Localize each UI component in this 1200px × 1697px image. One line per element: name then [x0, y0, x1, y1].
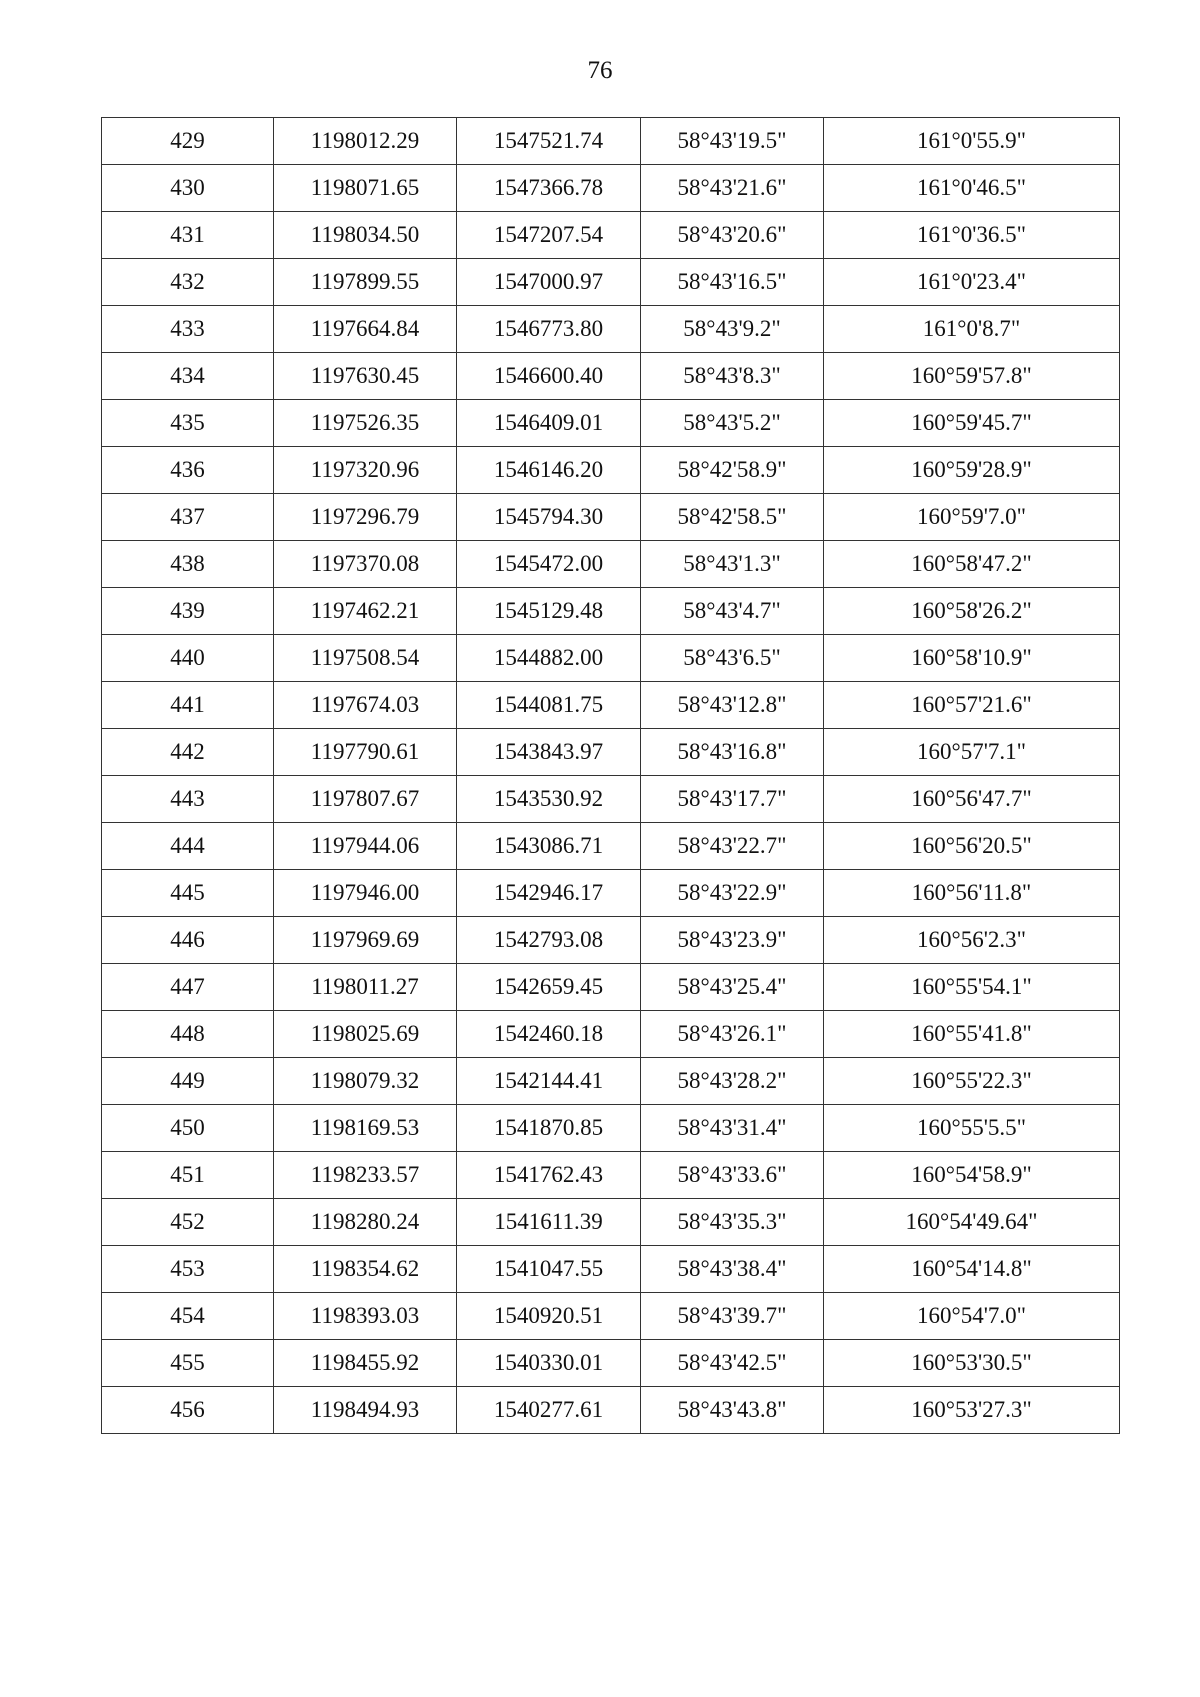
latitude-cell: 58°43'21.6"	[641, 165, 824, 212]
latitude-cell: 58°43'25.4"	[641, 964, 824, 1011]
table-row	[102, 1340, 1120, 1387]
point-number-cell: 432	[102, 259, 274, 306]
latitude-cell: 58°43'39.7"	[641, 1293, 824, 1340]
longitude-cell: 160°56'20.5"	[824, 823, 1120, 870]
latitude-cell: 58°43'8.3"	[641, 353, 824, 400]
longitude-cell: 160°55'41.8"	[824, 1011, 1120, 1058]
x-coordinate-cell: 1197790.61	[274, 729, 457, 776]
table-row	[102, 541, 1120, 588]
table-row	[102, 1246, 1120, 1293]
table-row	[102, 1199, 1120, 1246]
longitude-cell: 160°55'54.1"	[824, 964, 1120, 1011]
table-row	[102, 588, 1120, 635]
latitude-cell: 58°43'26.1"	[641, 1011, 824, 1058]
coordinates-table-body	[102, 118, 1120, 1434]
point-number-cell: 439	[102, 588, 274, 635]
table-row	[102, 1105, 1120, 1152]
table-row	[102, 1387, 1120, 1434]
y-coordinate-cell: 1544081.75	[457, 682, 641, 729]
y-coordinate-cell: 1543086.71	[457, 823, 641, 870]
table-row	[102, 400, 1120, 447]
table-row	[102, 682, 1120, 729]
y-coordinate-cell: 1545129.48	[457, 588, 641, 635]
page-number: 76	[587, 57, 613, 84]
y-coordinate-cell: 1541762.43	[457, 1152, 641, 1199]
point-number-cell: 446	[102, 917, 274, 964]
longitude-cell: 161°0'23.4"	[824, 259, 1120, 306]
latitude-cell: 58°43'35.3"	[641, 1199, 824, 1246]
y-coordinate-cell: 1547366.78	[457, 165, 641, 212]
x-coordinate-cell: 1198034.50	[274, 212, 457, 259]
point-number-cell: 438	[102, 541, 274, 588]
longitude-cell: 160°54'49.64"	[824, 1199, 1120, 1246]
longitude-cell: 160°59'28.9"	[824, 447, 1120, 494]
latitude-cell: 58°43'22.9"	[641, 870, 824, 917]
x-coordinate-cell: 1197899.55	[274, 259, 457, 306]
table-row	[102, 917, 1120, 964]
table-row	[102, 1058, 1120, 1105]
y-coordinate-cell: 1545794.30	[457, 494, 641, 541]
table-row	[102, 964, 1120, 1011]
latitude-cell: 58°43'38.4"	[641, 1246, 824, 1293]
latitude-cell: 58°43'22.7"	[641, 823, 824, 870]
table-row	[102, 165, 1120, 212]
x-coordinate-cell: 1197630.45	[274, 353, 457, 400]
y-coordinate-cell: 1543843.97	[457, 729, 641, 776]
table-row	[102, 494, 1120, 541]
latitude-cell: 58°42'58.5"	[641, 494, 824, 541]
x-coordinate-cell: 1197462.21	[274, 588, 457, 635]
table-row	[102, 259, 1120, 306]
point-number-cell: 445	[102, 870, 274, 917]
x-coordinate-cell: 1197296.79	[274, 494, 457, 541]
longitude-cell: 160°56'47.7"	[824, 776, 1120, 823]
point-number-cell: 437	[102, 494, 274, 541]
point-number-cell: 440	[102, 635, 274, 682]
point-number-cell: 434	[102, 353, 274, 400]
y-coordinate-cell: 1546146.20	[457, 447, 641, 494]
x-coordinate-cell: 1197664.84	[274, 306, 457, 353]
x-coordinate-cell: 1197370.08	[274, 541, 457, 588]
x-coordinate-cell: 1197508.54	[274, 635, 457, 682]
point-number-cell: 443	[102, 776, 274, 823]
x-coordinate-cell: 1198079.32	[274, 1058, 457, 1105]
point-number-cell: 451	[102, 1152, 274, 1199]
y-coordinate-cell: 1541611.39	[457, 1199, 641, 1246]
y-coordinate-cell: 1540277.61	[457, 1387, 641, 1434]
longitude-cell: 161°0'55.9"	[824, 118, 1120, 165]
x-coordinate-cell: 1197807.67	[274, 776, 457, 823]
latitude-cell: 58°43'31.4"	[641, 1105, 824, 1152]
point-number-cell: 454	[102, 1293, 274, 1340]
latitude-cell: 58°43'12.8"	[641, 682, 824, 729]
x-coordinate-cell: 1198455.92	[274, 1340, 457, 1387]
x-coordinate-cell: 1197674.03	[274, 682, 457, 729]
longitude-cell: 160°54'14.8"	[824, 1246, 1120, 1293]
latitude-cell: 58°43'9.2"	[641, 306, 824, 353]
y-coordinate-cell: 1547207.54	[457, 212, 641, 259]
x-coordinate-cell: 1198280.24	[274, 1199, 457, 1246]
table-row	[102, 118, 1120, 165]
x-coordinate-cell: 1197944.06	[274, 823, 457, 870]
longitude-cell: 160°57'7.1"	[824, 729, 1120, 776]
latitude-cell: 58°43'16.8"	[641, 729, 824, 776]
x-coordinate-cell: 1198071.65	[274, 165, 457, 212]
table-row	[102, 729, 1120, 776]
latitude-cell: 58°43'4.7"	[641, 588, 824, 635]
longitude-cell: 161°0'8.7"	[824, 306, 1120, 353]
y-coordinate-cell: 1541047.55	[457, 1246, 641, 1293]
latitude-cell: 58°43'42.5"	[641, 1340, 824, 1387]
y-coordinate-cell: 1547000.97	[457, 259, 641, 306]
latitude-cell: 58°43'1.3"	[641, 541, 824, 588]
longitude-cell: 160°59'7.0"	[824, 494, 1120, 541]
longitude-cell: 160°56'2.3"	[824, 917, 1120, 964]
y-coordinate-cell: 1542659.45	[457, 964, 641, 1011]
y-coordinate-cell: 1546600.40	[457, 353, 641, 400]
point-number-cell: 455	[102, 1340, 274, 1387]
point-number-cell: 433	[102, 306, 274, 353]
x-coordinate-cell: 1198012.29	[274, 118, 457, 165]
x-coordinate-cell: 1198393.03	[274, 1293, 457, 1340]
y-coordinate-cell: 1542460.18	[457, 1011, 641, 1058]
latitude-cell: 58°43'33.6"	[641, 1152, 824, 1199]
point-number-cell: 450	[102, 1105, 274, 1152]
point-number-cell: 444	[102, 823, 274, 870]
longitude-cell: 161°0'46.5"	[824, 165, 1120, 212]
latitude-cell: 58°43'16.5"	[641, 259, 824, 306]
point-number-cell: 431	[102, 212, 274, 259]
longitude-cell: 160°55'5.5"	[824, 1105, 1120, 1152]
y-coordinate-cell: 1540330.01	[457, 1340, 641, 1387]
table-row	[102, 212, 1120, 259]
y-coordinate-cell: 1547521.74	[457, 118, 641, 165]
longitude-cell: 160°56'11.8"	[824, 870, 1120, 917]
y-coordinate-cell: 1541870.85	[457, 1105, 641, 1152]
x-coordinate-cell: 1198354.62	[274, 1246, 457, 1293]
point-number-cell: 435	[102, 400, 274, 447]
y-coordinate-cell: 1544882.00	[457, 635, 641, 682]
longitude-cell: 160°57'21.6"	[824, 682, 1120, 729]
x-coordinate-cell: 1197526.35	[274, 400, 457, 447]
y-coordinate-cell: 1540920.51	[457, 1293, 641, 1340]
y-coordinate-cell: 1545472.00	[457, 541, 641, 588]
latitude-cell: 58°43'23.9"	[641, 917, 824, 964]
longitude-cell: 160°58'10.9"	[824, 635, 1120, 682]
longitude-cell: 160°53'27.3"	[824, 1387, 1120, 1434]
table-row	[102, 1011, 1120, 1058]
table-row	[102, 1293, 1120, 1340]
x-coordinate-cell: 1198025.69	[274, 1011, 457, 1058]
table-row	[102, 306, 1120, 353]
point-number-cell: 430	[102, 165, 274, 212]
point-number-cell: 436	[102, 447, 274, 494]
longitude-cell: 160°59'45.7"	[824, 400, 1120, 447]
table-row	[102, 870, 1120, 917]
table-row	[102, 1152, 1120, 1199]
longitude-cell: 161°0'36.5"	[824, 212, 1120, 259]
longitude-cell: 160°54'7.0"	[824, 1293, 1120, 1340]
longitude-cell: 160°59'57.8"	[824, 353, 1120, 400]
point-number-cell: 453	[102, 1246, 274, 1293]
latitude-cell: 58°43'43.8"	[641, 1387, 824, 1434]
x-coordinate-cell: 1198011.27	[274, 964, 457, 1011]
longitude-cell: 160°53'30.5"	[824, 1340, 1120, 1387]
point-number-cell: 449	[102, 1058, 274, 1105]
point-number-cell: 447	[102, 964, 274, 1011]
latitude-cell: 58°43'28.2"	[641, 1058, 824, 1105]
longitude-cell: 160°54'58.9"	[824, 1152, 1120, 1199]
x-coordinate-cell: 1198494.93	[274, 1387, 457, 1434]
point-number-cell: 448	[102, 1011, 274, 1058]
coordinates-table	[101, 117, 1120, 1434]
table-row	[102, 635, 1120, 682]
latitude-cell: 58°43'20.6"	[641, 212, 824, 259]
point-number-cell: 442	[102, 729, 274, 776]
y-coordinate-cell: 1542144.41	[457, 1058, 641, 1105]
x-coordinate-cell: 1197969.69	[274, 917, 457, 964]
table-row	[102, 776, 1120, 823]
latitude-cell: 58°42'58.9"	[641, 447, 824, 494]
x-coordinate-cell: 1197320.96	[274, 447, 457, 494]
point-number-cell: 456	[102, 1387, 274, 1434]
latitude-cell: 58°43'17.7"	[641, 776, 824, 823]
table-row	[102, 353, 1120, 400]
point-number-cell: 429	[102, 118, 274, 165]
y-coordinate-cell: 1542946.17	[457, 870, 641, 917]
latitude-cell: 58°43'5.2"	[641, 400, 824, 447]
point-number-cell: 452	[102, 1199, 274, 1246]
longitude-cell: 160°58'47.2"	[824, 541, 1120, 588]
x-coordinate-cell: 1198233.57	[274, 1152, 457, 1199]
latitude-cell: 58°43'6.5"	[641, 635, 824, 682]
point-number-cell: 441	[102, 682, 274, 729]
table-row	[102, 823, 1120, 870]
y-coordinate-cell: 1546409.01	[457, 400, 641, 447]
x-coordinate-cell: 1198169.53	[274, 1105, 457, 1152]
y-coordinate-cell: 1542793.08	[457, 917, 641, 964]
longitude-cell: 160°58'26.2"	[824, 588, 1120, 635]
table-row	[102, 447, 1120, 494]
latitude-cell: 58°43'19.5"	[641, 118, 824, 165]
y-coordinate-cell: 1543530.92	[457, 776, 641, 823]
y-coordinate-cell: 1546773.80	[457, 306, 641, 353]
longitude-cell: 160°55'22.3"	[824, 1058, 1120, 1105]
x-coordinate-cell: 1197946.00	[274, 870, 457, 917]
